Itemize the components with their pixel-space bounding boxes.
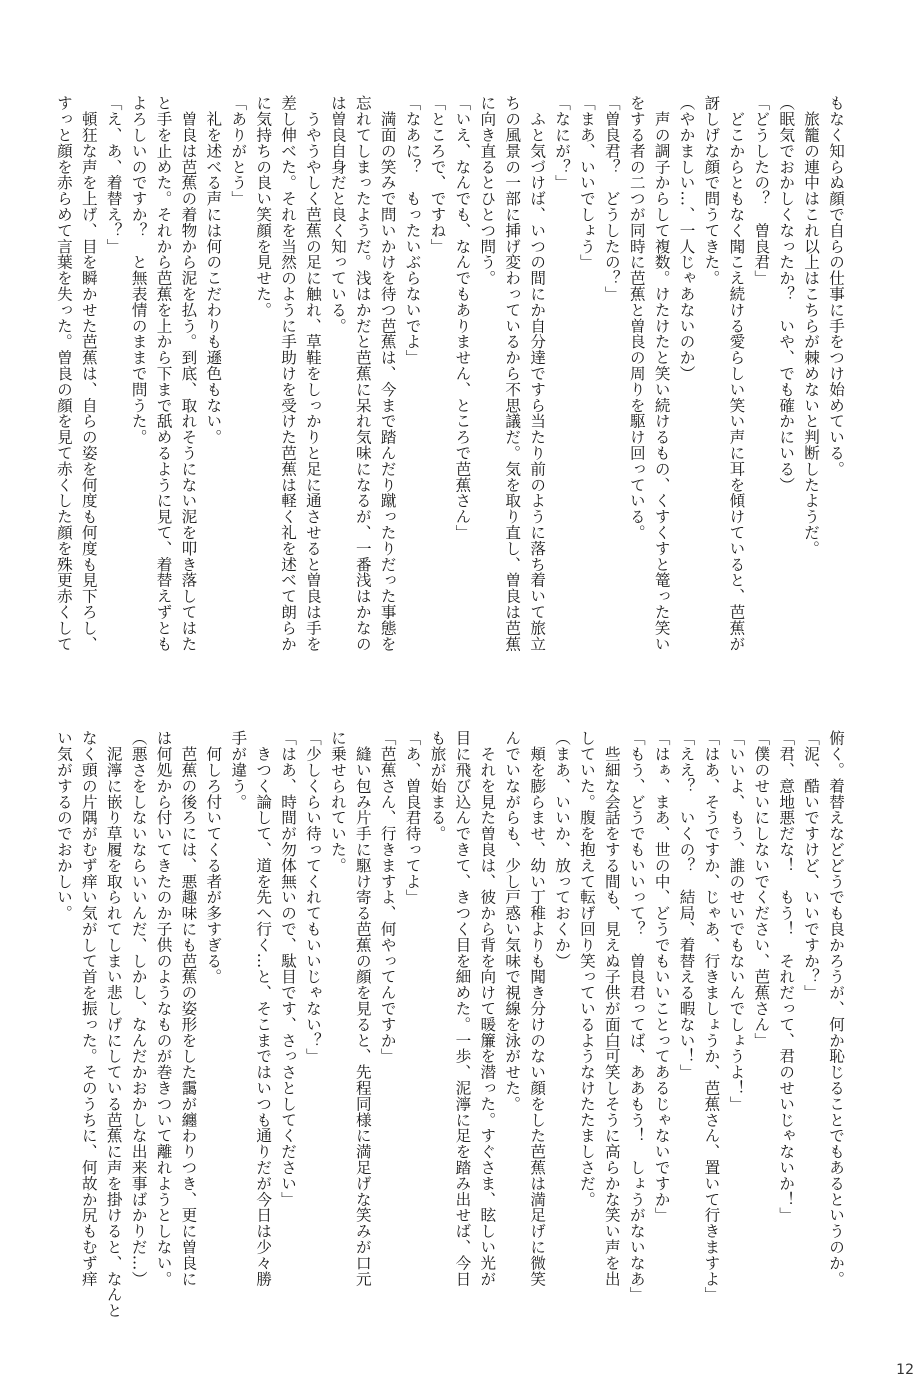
text-line: 差し伸べた。それを当然のように手助けを受けた芭蕉は軽く礼を述べて朗らか <box>279 95 298 652</box>
text-line: （やかましい…、一人じゃあないのか） <box>677 95 696 382</box>
lower-text-block <box>54 730 848 1320</box>
text-line: い気がするのでおかしい。 <box>54 730 73 921</box>
text-line: もなく知らぬ顔で自らの仕事に手をつけ始めている。 <box>827 95 845 477</box>
text-line: どこからともなく聞こえ続ける愛らしい笑い声に耳を傾けていると、芭蕉が <box>727 95 746 652</box>
text-line: （悪さをしないならいいんだ、しかし、なんだかおかしな出来事ばかりだ…） <box>129 730 148 1287</box>
page-number: 12 <box>896 1362 914 1378</box>
text-line: 曽良は芭蕉の着物から泥を払う。到底、取れそうにない泥を叩き落してはた <box>179 95 198 652</box>
text-line: 「どうしたの？ 曽良君」 <box>752 95 771 286</box>
text-line: 頬を膨らませ、幼い丁稚よりも聞き分けのない顔をした芭蕉は満足げに微笑 <box>528 730 547 1287</box>
text-line: 旅籠の連中はこれ以上はこちらが棘めないと判断したようだ。 <box>802 95 821 557</box>
text-line: 「なあに？ もったいぶらないでよ」 <box>403 95 422 366</box>
text-line: 「え、あ、着替え？」 <box>104 95 123 254</box>
text-line: 「はぁ、まあ、世の中、どうでもいいことってあるじゃないですか」 <box>652 730 671 1223</box>
upper-text-block <box>54 95 848 685</box>
text-line: 「君、意地悪だな！ もう！ それだって、君のせいじゃないか！」 <box>777 730 796 1223</box>
text-line: に気持ちの良い笑顔を見せた。 <box>254 95 273 318</box>
text-line: すっと顔を赤らめて言葉を失った。曽良の顔を見て赤くした顔を殊更赤くして <box>54 95 73 652</box>
text-line: 礼を述べる声には何のこだわりも遜色もない。 <box>204 95 223 445</box>
text-line: 「なにが？」 <box>553 95 572 191</box>
text-line: 「まあ、いいでしょう」 <box>577 95 596 270</box>
text-line: 何しろ付いてくる者が多すぎる。 <box>204 730 223 985</box>
text-line: 目に飛び込んできて、きつく目を細めた。一歩、泥濘に足を踏み出せば、今日 <box>453 730 472 1287</box>
text-line: 満面の笑みで問いかけを待つ芭蕉は、今まで踏んだり蹴ったりだった事態を <box>378 95 397 652</box>
text-line: きつく論して、道を先へ行く…と、そこまではいつも通りだが今日は少々勝 <box>254 730 273 1287</box>
text-line: 「泥、酷いですけど、いいですか？」 <box>802 730 821 1001</box>
text-line: と手を止めた。それから芭蕉を上から下まで舐めるように見て、着替えずとも <box>154 95 173 652</box>
text-line: 「もう、どうでもいいって？ 曽良君ってば、ああもう！ しょうがないなあ」 <box>627 730 646 1303</box>
text-line: 手が違う。 <box>229 730 248 810</box>
text-line: 「ええ？ いくの？ 結局、着替える暇ない！」 <box>677 730 696 1080</box>
text-line: 「はあ、そうですか、じゃあ、行きましょうか、芭蕉さん、置いて行きますよ」 <box>702 730 721 1303</box>
text-line: うやうやしく芭蕉の足に触れ、草鞋をしっかりと足に通させると曽良は手を <box>303 95 322 652</box>
text-line: 「いえ、なんでも、なんでもありません、ところで芭蕉さん」 <box>453 95 472 541</box>
text-line: 泥濘に嵌り草履を取られてしまい悲しげにしている芭蕉に声を掛けると、なんと <box>104 730 123 1319</box>
text-line: 声の調子からして複数。けたけたと笑い続けるもの、くすくすと篭った笑い <box>652 95 671 652</box>
text-line: 頓狂な声を上げ、目を瞬かせた芭蕉は、自らの姿を何度も何度も見下ろし、 <box>79 95 98 652</box>
text-line: んでいながらも、少し戸惑い気味で視線を泳がせた。 <box>503 730 522 1112</box>
text-line: 些細な会話をする間も、見えぬ子供が面白可笑しそうに高らかな笑い声を出 <box>602 730 621 1287</box>
text-line: 縫い包み片手に駆け寄る芭蕉の顔を見ると、先程同様に満足げな笑みが口元 <box>353 730 372 1287</box>
text-line: 「曽良君？ どうしたの？」 <box>602 95 621 302</box>
text-line: 訝しげな顔で問うてきた。 <box>702 95 721 286</box>
text-line: していた。腹を抱えて転げ回り笑っているようなけたたましさだ。 <box>577 730 596 1207</box>
text-line: 「少しくらい待ってくれてもいいじゃない？」 <box>303 730 322 1064</box>
text-line: に向き直るとひとつ問う。 <box>478 95 497 286</box>
text-line: は曽良自身だと良く知っている。 <box>328 95 347 334</box>
text-line: 芭蕉の後ろには、悪趣味にも芭蕉の姿形をした靄が纏わりつき、更に曽良に <box>179 730 198 1287</box>
text-line: （まあ、いいか、放っておくか） <box>553 730 572 969</box>
text-line: 「僕のせいにしないでください、芭蕉さん」 <box>752 730 771 1048</box>
text-line: 忘れてしまったようだ。浅はかだと芭蕉に呆れ気味になるが、一番浅はかなの <box>353 95 372 652</box>
text-line: 「あ、曽良君待ってよ」 <box>403 730 422 905</box>
text-line: 「いいよ、もう、誰のせいでもないんでしょうよ！」 <box>727 730 746 1112</box>
text-line: それを見た曽良は、彼から背を向けて暖簾を潜った。すぐさま、眩しい光が <box>478 730 497 1287</box>
text-line: をする者の二つが同時に芭蕉と曽良の周りを駆け回っている。 <box>627 95 646 541</box>
text-line: に乗せられていた。 <box>328 730 347 874</box>
text-line: 「芭蕉さん、行きますよ、何やってんですか」 <box>378 730 397 1064</box>
text-line: も旅が始まる。 <box>428 730 447 842</box>
text-line: は何処から付いてきたのか子供のようなものが巻きついて離れようとしない。 <box>154 730 173 1287</box>
text-line: 「ところで、ですね」 <box>428 95 447 254</box>
text-line: なく頭の片隅がむず痒い気がして首を振った。そのうちに、何故か尻もむず痒 <box>79 730 98 1287</box>
text-line: 「ありがとう」 <box>229 95 248 207</box>
text-line: （眠気でおかしくなったか？ いや、でも確かにいる） <box>777 95 796 493</box>
text-line: 俯く。着替えなどどうでも良かろうが、何か恥じることでもあるというのか。 <box>827 730 845 1287</box>
text-line: よろしいのですか？ と無表情のままで問うた。 <box>129 95 148 445</box>
text-line: ちの風景の一部に挿げ変わっているから不思議だ。気を取り直し、曽良は芭蕉 <box>503 95 522 652</box>
text-line: ふと気づけば、いつの間にか自分達ですら当たり前のように落ち着いて旅立 <box>528 95 547 652</box>
text-line: 「はあ、時間が勿体無いので、駄目です、さっさとしてください」 <box>279 730 298 1207</box>
